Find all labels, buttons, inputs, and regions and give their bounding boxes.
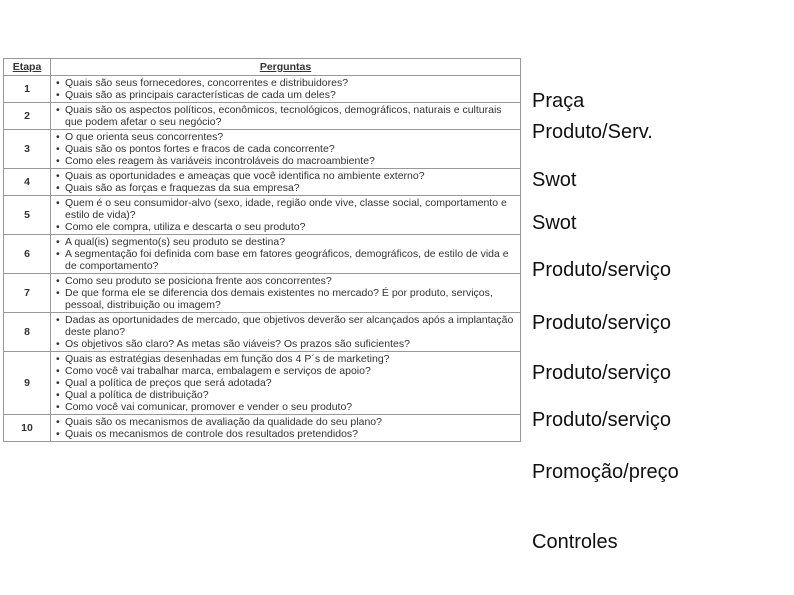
etapa-cell: 7 xyxy=(4,274,51,313)
etapa-cell: 9 xyxy=(4,352,51,415)
table-header-row xyxy=(4,59,521,76)
questions-table xyxy=(3,58,521,442)
question-list xyxy=(55,170,516,194)
perguntas-cell xyxy=(51,235,521,274)
table-row xyxy=(4,235,521,274)
annotation-label: Produto/serviço xyxy=(532,409,671,431)
question-item: • De que forma ele se diferencia dos demais existentes no mercado? É por produto, serviços, pessoal, distribuição ou imagem? xyxy=(65,287,516,311)
question-item: • Quais são as principais características de cada um deles? xyxy=(65,89,516,101)
annotation-label: Produto/serviço xyxy=(532,312,671,334)
question-item: • Qual a política de distribuição? xyxy=(65,389,516,401)
question-list xyxy=(55,236,516,272)
etapa-cell: 5 xyxy=(4,196,51,235)
question-item: • Quais são os aspectos políticos, econômicos, tecnológicos, demográficos, naturais e culturais que podem afetar o seu negócio? xyxy=(65,104,516,128)
annotation-label: Produto/serviço xyxy=(532,259,671,281)
table-row xyxy=(4,169,521,196)
perguntas-cell xyxy=(51,274,521,313)
question-list xyxy=(55,197,516,233)
perguntas-cell xyxy=(51,103,521,130)
question-list xyxy=(55,77,516,101)
table-row xyxy=(4,274,521,313)
annotation-label: Promoção/preço xyxy=(532,461,679,483)
question-list xyxy=(55,416,516,440)
etapa-cell: 4 xyxy=(4,169,51,196)
annotation-label: Produto/Serv. xyxy=(532,121,653,143)
question-list xyxy=(55,353,516,413)
perguntas-cell xyxy=(51,313,521,352)
question-item: • Quais são os mecanismos de avaliação da qualidade do seu plano? xyxy=(65,416,516,428)
question-item: • Quais as oportunidades e ameaças que você identifica no ambiente externo? xyxy=(65,170,516,182)
table-row xyxy=(4,196,521,235)
table-row xyxy=(4,130,521,169)
question-item: • Qual a política de preços que será adotada? xyxy=(65,377,516,389)
table-body xyxy=(4,76,521,442)
perguntas-cell xyxy=(51,352,521,415)
question-item: • Quais são seus fornecedores, concorrentes e distribuidores? xyxy=(65,77,516,89)
perguntas-cell xyxy=(51,196,521,235)
question-item: • O que orienta seus concorrentes? xyxy=(65,131,516,143)
perguntas-cell xyxy=(51,76,521,103)
perguntas-cell xyxy=(51,130,521,169)
etapa-cell: 3 xyxy=(4,130,51,169)
etapa-cell: 2 xyxy=(4,103,51,130)
question-item: • Quais os mecanismos de controle dos resultados pretendidos? xyxy=(65,428,516,440)
table-row xyxy=(4,103,521,130)
question-list xyxy=(55,275,516,311)
question-item: • Quem é o seu consumidor-alvo (sexo, idade, região onde vive, classe social, comportamento e estilo de vida)? xyxy=(65,197,516,221)
question-list xyxy=(55,104,516,128)
perguntas-cell xyxy=(51,415,521,442)
question-item: • Como seu produto se posiciona frente aos concorrentes? xyxy=(65,275,516,287)
etapa-cell: 10 xyxy=(4,415,51,442)
question-item: • Como você vai comunicar, promover e vender o seu produto? xyxy=(65,401,516,413)
etapa-cell: 1 xyxy=(4,76,51,103)
question-list xyxy=(55,314,516,350)
etapa-cell: 8 xyxy=(4,313,51,352)
header-etapa: Etapa xyxy=(4,59,51,76)
question-item: • A qual(is) segmento(s) seu produto se destina? xyxy=(65,236,516,248)
question-item: • Como você vai trabalhar marca, embalagem e serviços de apoio? xyxy=(65,365,516,377)
question-item: • A segmentação foi definida com base em fatores geográficos, demográficos, de estilo de vida e de comportamento? xyxy=(65,248,516,272)
perguntas-cell xyxy=(51,169,521,196)
table-row xyxy=(4,415,521,442)
table-row xyxy=(4,313,521,352)
header-perguntas: Perguntas xyxy=(51,59,521,76)
annotation-label: Praça xyxy=(532,90,585,112)
table-row xyxy=(4,352,521,415)
question-item: • Dadas as oportunidades de mercado, que objetivos deverão ser alcançados após a implantação deste plano? xyxy=(65,314,516,338)
question-item: • Quais as estratégias desenhadas em função dos 4 P´s de marketing? xyxy=(65,353,516,365)
question-item: • Como eles reagem às variáveis incontroláveis do macroambiente? xyxy=(65,155,516,167)
question-item: • Quais são as forças e fraquezas da sua empresa? xyxy=(65,182,516,194)
question-item: • Os objetivos são claro? As metas são viáveis? Os prazos são suficientes? xyxy=(65,338,516,350)
etapa-cell: 6 xyxy=(4,235,51,274)
question-item: • Quais são os pontos fortes e fracos de cada concorrente? xyxy=(65,143,516,155)
annotation-label: Controles xyxy=(532,531,618,553)
question-item: • Como ele compra, utiliza e descarta o seu produto? xyxy=(65,221,516,233)
annotation-label: Produto/serviço xyxy=(532,362,671,384)
table-row xyxy=(4,76,521,103)
annotation-label: Swot xyxy=(532,212,577,234)
question-list xyxy=(55,131,516,167)
annotation-label: Swot xyxy=(532,169,577,191)
